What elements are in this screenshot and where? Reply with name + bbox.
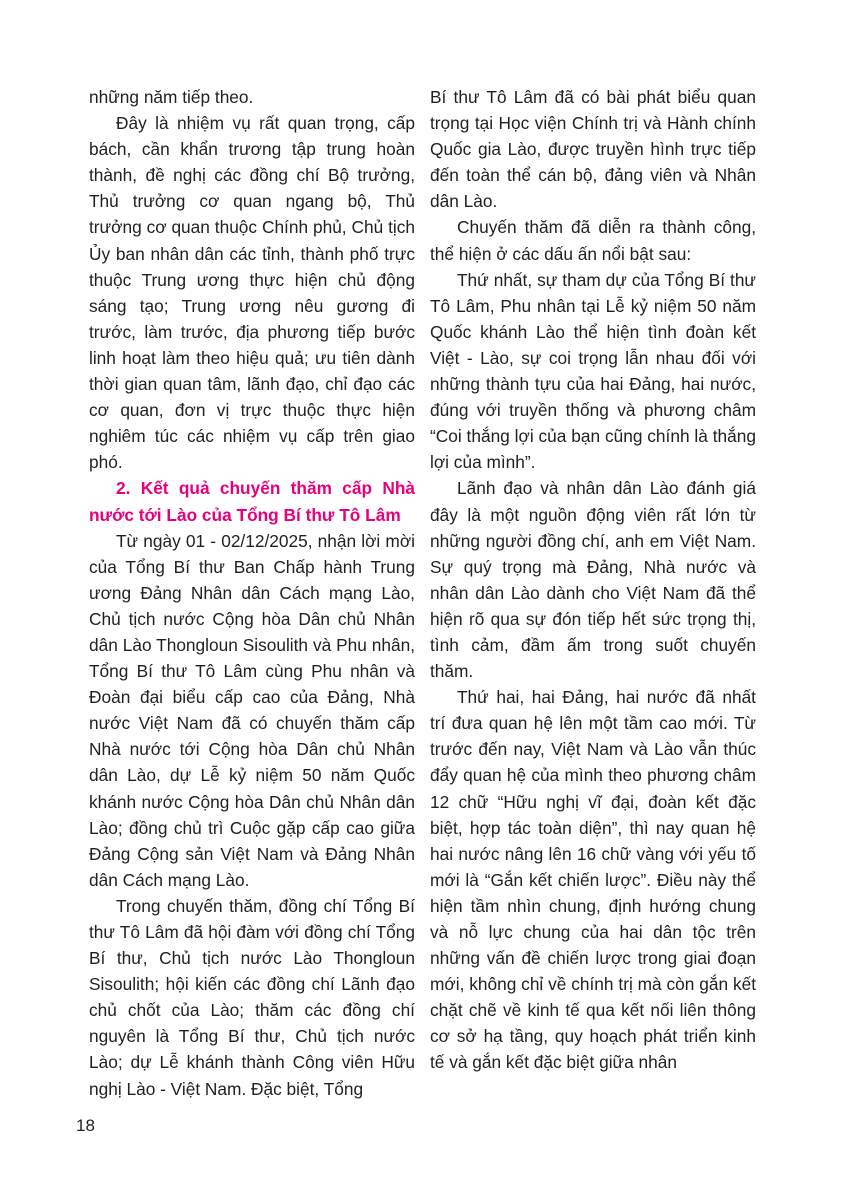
right-paragraph-second: Thứ hai, hai Đảng, hai nước đã nhất trí đưa quan hệ lên một tầm cao mới. Từ trước đến nay, Việt Nam và Lào vẫn thúc đẩy quan hệ của mình theo phương châm 12 chữ “Hữu nghị vĩ đại, đoàn kết đặc biệt, hợp tác toàn diện”, thì nay quan hệ hai nước nâng lên 16 chữ vàng với yếu tố mới là “Gắn kết chiến lược”. Điều này thể hiện tầm nhìn chung, định hướng chung và nỗ lực chung của hai dân tộc trên những vấn đề chiến lược trong giai đoạn mới, không chỉ về chính trị mà còn gắn kết chặt chẽ về kinh tế qua kết nối liên thông cơ sở hạ tầng, quy hoạch phát triển kinh tế và gắn kết đặc biệt giữa nhân [430, 687, 756, 1073]
left-paragraph-visit: Từ ngày 01 - 02/12/2025, nhận lời mời của Tổng Bí thư Ban Chấp hành Trung ương Đảng Nhân dân Cách mạng Lào, Chủ tịch nước Cộng hòa Dân chủ Nhân dân Lào Thongloun Sisoulith và Phu nhân, Tổng Bí thư Tô Lâm cùng Phu nhân và Đoàn đại biểu cấp cao của Đảng, Nhà nước Việt Nam đã có chuyến thăm cấp Nhà nước tới Cộng hòa Dân chủ Nhân dân Lào, dự Lễ kỷ niệm 50 năm Quốc khánh nước Cộng hòa Dân chủ Nhân dân Lào; đồng chủ trì Cuộc gặp cấp cao giữa Đảng Cộng sản Việt Nam và Đảng Nhân dân Cách mạng Lào. [89, 530, 415, 890]
right-paragraph-continued: Bí thư Tô Lâm đã có bài phát biểu quan trọng tại Học viện Chính trị và Hành chính Quốc gia Lào, được truyền hình trực tiếp đến toàn thể cán bộ, đảng viên và Nhân dân Lào. [430, 87, 756, 212]
right-column [430, 84, 756, 1076]
left-paragraph-continued: những năm tiếp theo. [89, 87, 254, 107]
right-paragraph-success: Chuyến thăm đã diễn ra thành công, thể hiện ở các dấu ấn nổi bật sau: [430, 217, 756, 264]
left-paragraph-task: Đây là nhiệm vụ rất quan trọng, cấp bách, cần khẩn trương tập trung hoàn thành, đề nghị các đồng chí Bộ trưởng, Thủ trưởng cơ quan ngang bộ, Thủ trưởng cơ quan thuộc Chính phủ, Chủ tịch Ủy ban nhân dân các tỉnh, thành phố trực thuộc Trung ương thực hiện chủ động sáng tạo; Trung ương nêu gương đi trước, làm trước, địa phương tiếp bước linh hoạt làm theo hiệu quả; ưu tiên dành thời gian quan tâm, lãnh đạo, chỉ đạo các cơ quan, đơn vị trực thuộc thực hiện nghiêm túc các nhiệm vụ cấp trên giao phó. [89, 113, 415, 473]
left-column [89, 84, 415, 1102]
right-paragraph-first: Thứ nhất, sự tham dự của Tổng Bí thư Tô Lâm, Phu nhân tại Lễ kỷ niệm 50 năm Quốc khánh Lào thể hiện tình đoàn kết Việt - Lào, sự coi trọng lẫn nhau đối với những thành tựu của hai Đảng, hai nước, đúng với truyền thống và phương châm “Coi thắng lợi của bạn cũng chính là thắng lợi của mình”. [430, 269, 756, 473]
section-heading: 2. Kết quả chuyến thăm cấp Nhà nước tới Lào của Tổng Bí thư Tô Lâm [89, 478, 415, 525]
page-number: 18 [76, 1116, 95, 1135]
left-paragraph-activities: Trong chuyến thăm, đồng chí Tổng Bí thư Tô Lâm đã hội đàm với đồng chí Tổng Bí thư, Chủ tịch nước Lào Thongloun Sisoulith; hội kiến các đồng chí Lãnh đạo chủ chốt của Lào; thăm các đồng chí nguyên là Tổng Bí thư, Chủ tịch nước Lào; dự Lễ khánh thành Công viên Hữu nghị Lào - Việt Nam. Đặc biệt, Tổng [89, 895, 415, 1099]
right-paragraph-evaluation: Lãnh đạo và nhân dân Lào đánh giá đây là một nguồn động viên rất lớn từ những người đồng chí, anh em Việt Nam. Sự quý trọng mà Đảng, Nhà nước và nhân dân Lào dành cho Việt Nam đã thể hiện rõ qua sự đón tiếp hết sức trọng thị, tình cảm, đầm ấm trong suốt chuyến thăm. [430, 478, 756, 682]
